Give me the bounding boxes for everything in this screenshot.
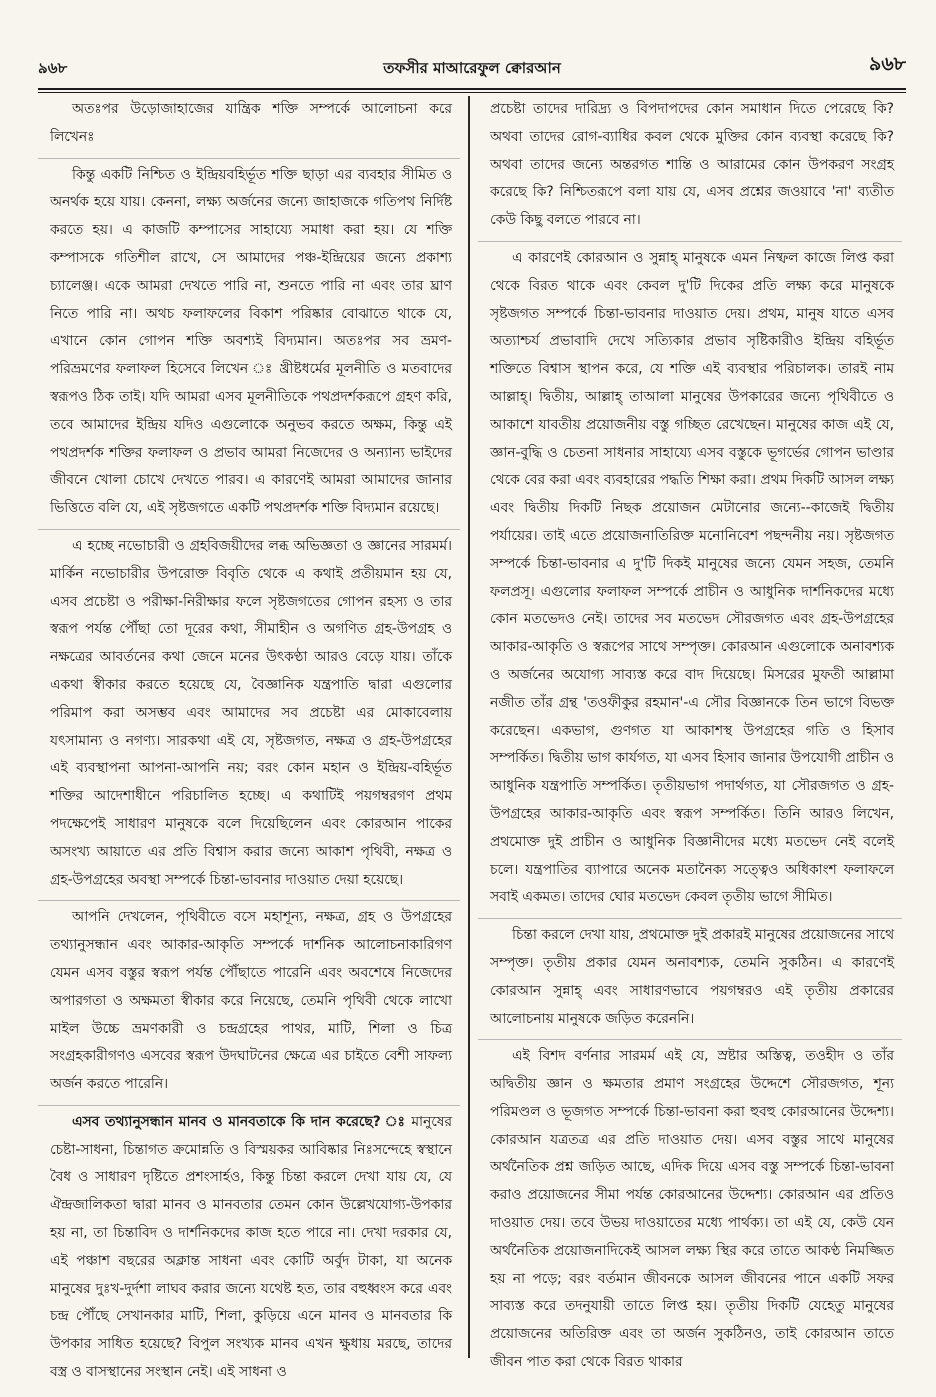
page-number-left: ৯৬৮ bbox=[38, 59, 68, 77]
paragraph bbox=[44, 904, 454, 1109]
paragraph bbox=[484, 245, 896, 922]
paragraph-text: প্রচেষ্টা তাদের দারিদ্র্য ও বিপদাপদের কোন সমাধান দিতে পেরেছে কি? অথবা তাদের রোগ-ব্যাধির কবল থেকে মুক্তির কোন ব্যবস্থা করেছে কি? অথবা তাদের জন্যে অন্তরগত শান্তি ও আরামের কোন উপকরণ সংগ্রহ করেছে কি? নিশ্চিতরূপে বলা যায় যে, এসব প্রশ্নের জওয়াবে 'না' ব্যতীত কেউ কিছু বলতে পারবে না। bbox=[490, 101, 894, 229]
paragraph bbox=[44, 162, 454, 533]
paragraph-text: আপনি দেখলেন, পৃথিবীতে বসে মহাশূন্য, নক্ষত্র, গ্রহ ও উপগ্রহের তথ্যানুসন্ধান এবং আকার-আকৃতি সম্পর্কে দার্শনিক আলোচনাকারিগণ যেমন এসব বস্তুর স্বরূপ পর্যন্ত পৌঁছাতে পারেনি এবং অবশেষে নিজেদের অপারগতা ও অক্ষমতা স্বীকার করে নিয়েছে, তেমনি পৃথিবী থেকে লাখো মাইল উচ্চে ভ্রমণকারী ও চন্দ্রগ্রহের পাথর, মাটি, শিলা ও চিত্র সংগ্রহকারীগণও এসবের স্বরূপ উদঘাটনের ক্ষেত্রে এর চাইতে বেশী সাফল্য অর্জন করতে পারেনি। bbox=[50, 909, 452, 1093]
section-body: মানুষের চেষ্টা-সাধনা, চিন্তাগত ক্রমোন্নতি ও বিস্ময়কর আবিষ্কার নিঃসন্দেহে স্বস্থানে বৈধ ও সাধারণ দৃষ্টিতে প্রশংসার্হও, কিন্তু চিন্তা করলে দেখা যায় যে, যে ঐন্দ্রজালিকতা দ্বারা মানব ও মানবতার তেমন কোন উল্লেখযোগ্য-উপকার হয় না, তা চিন্তাবিদ ও দার্শনিকদের কাজ হতে পারে না। দেখা দরকার যে, এই পঞ্চাশ বছরের অক্লান্ত সাধনা এবং কোটি অর্বুদ টাকা, যা অনেক মানুষের দুঃখ-দুর্দশা লাঘব করার জন্যে যথেষ্ট হত, তার বহুধ্বংস করে এবং চন্দ্র পৌঁছে সেখানকার মাটি, শিলা, কুড়িয়ে এনে মানব ও মানবতার কি উপকার সাধিত হয়েছে? বিপুল সংখ্যক মানব এখন ক্ষুধায় মরছে, তাদের বস্ত্র ও বাসস্থানের সংস্থান নেই। এই সাধনা ও bbox=[50, 1113, 452, 1381]
paragraph bbox=[44, 96, 454, 162]
right-column bbox=[484, 96, 896, 1371]
left-column bbox=[44, 96, 454, 1381]
paragraph bbox=[44, 533, 454, 904]
paragraph bbox=[484, 1043, 896, 1387]
paragraph-text: এই বিশদ বর্ণনার সারমর্ম এই যে, স্রষ্টার অস্তিত্ব, তওহীদ ও তাঁর অদ্বিতীয় জ্ঞান ও ক্ষমতার প্রমাণ সংগ্রহের উদ্দেশে সৌরজগত, শূন্য পরিমণ্ডল ও ভূজগত সম্পর্কে চিন্তা-ভাবনা করা হুবহু কোরআনের উদ্দেশ্য। কোরআন যত্রতত্র এর প্রতি দাওয়াত দেয়। এসব বস্তুর সাথে মানুষের অর্থনৈতিক প্রশ্ন জড়িত আছে, এদিক দিয়ে এসব বস্তু সম্পর্কে চিন্তা-ভাবনা করাও প্রয়োজনের সীমা পর্যন্ত কোরআনের উদ্দেশ্য। কোরআন এর প্রতিও দাওয়াত দেয়। তবে উভয় দাওয়াতের মধ্যে পার্থক্য। তা এই যে, কেউ যেন অর্থনৈতিক প্রয়োজনাদিকেই আসল লক্ষ্য স্থির করে তাতে আকণ্ঠ নিমজ্জিত হয় না পড়ে; বরং বর্তমান জীবনকে আসল জীবনের পানে একটি সফর সাব্যস্ত করে তদনুযায়ী তাতে লিপ্ত হয়। তৃতীয় দিকটি যেহেতু মানুষের প্রয়োজনের অতিরিক্ত এবং তা অর্জন সুকঠিনও, তাই কোরআন তাতে জীবন পাত করা থেকে বিরত থাকার bbox=[490, 1048, 894, 1371]
section-paragraph bbox=[44, 1109, 454, 1397]
paragraph bbox=[484, 922, 896, 1043]
section-heading: এসব তথ্যানুসন্ধান মানব ও মানবতাকে কি দান করেছে? ঃ bbox=[72, 1113, 406, 1130]
page-header bbox=[38, 48, 906, 88]
paragraph-text: অতঃপর উড়োজাহাজের যান্ত্রিক শক্তি সম্পর্কে আলোচনা করে লিখেনঃ bbox=[50, 101, 452, 145]
header-rule bbox=[38, 88, 906, 90]
paragraph-text: এ কারণেই কোরআন ও সুন্নাহ্ মানুষকে এমন নিষ্ফল কাজে লিপ্ত করা থেকে বিরত থাকে এবং কেবল দু'টি দিকের প্রতি লক্ষ্য করে মানুষকে সৃষ্টজগত সম্পর্কে চিন্তা-ভাবনার দাওয়াত দেয়। প্রথম, মানুষ যাতে এসব অত্যাশ্চর্য প্রভাবাদি দেখে সত্যিকার প্রভাব সৃষ্টিকারীও ইন্দ্রিয় বহির্ভূত শক্তিতে বিশ্বাস স্থাপন করে, যে শক্তি এই ব্যবস্থার পরিচালক। তারই নাম আল্লাহ্। দ্বিতীয়, আল্লাহ্ তাআলা মানুষের উপকারের জন্যে পৃথিবীতে ও আকাশে যাবতীয় প্রয়োজনীয় বস্তু গচ্ছিত রেখেছেন। মানুষের কাজ এই যে, জ্ঞান-বুদ্ধি ও চেতনা সাধনার সাহায্যে এসব বস্তুকে ভূগর্ভের গোপন ভাণ্ডার থেকে বের করা এবং ব্যবহারের পদ্ধতি শিক্ষা করা। প্রথম দিকটি আসল লক্ষ্য এবং দ্বিতীয় দিকটি নিছক প্রয়োজন মেটানোর জন্যে--কাজেই দ্বিতীয় পর্যায়ের। তাই এতে প্রয়োজনাতিরিক্ত মনোনিবেশ পছন্দনীয় নয়। সৃষ্টজগত সম্পর্কে চিন্তা-ভাবনার এ দু'টি দিকই মানুষের জন্যে যেমন সহজ, তেমনি ফলপ্রসূ। এগুলোর ফলাফল সম্পর্কে প্রাচীন ও আধুনিক দার্শনিকদের মধ্যে কোন মতভেদও নেই। তাদের সব মতভেদ সৌরজগত এবং গ্রহ-উপগ্রহের আকার-আকৃতি ও স্বরূপের সাথে সম্পৃক্ত। কোরআন এগুলোকে অনাবশ্যক ও অর্জনের অযোগ্য সাব্যস্ত করে বাদ দিয়েছে। মিসরের মুফতী আল্লামা নজীত তাঁর গ্রন্থ 'তওফীকুর রহমান'-এ সৌর বিজ্ঞানকে তিন ভাগে বিভক্ত করেছেন। একভাগ, গুণগত যা আকাশস্থ উপগ্রহের গতি ও হিসাব সম্পর্কিত। দ্বিতীয় ভাগ কার্যগত, যা এসব হিসাব জানার উপযোগী প্রাচীন ও আধুনিক যন্ত্রপাতি সম্পর্কিত। তৃতীয়ভাগ পদার্থগত, যা সৌরজগত ও গ্রহ-উপগ্রহের আকার-আকৃতি এবং স্বরূপ সম্পর্কিত। তিনি আরও লিখেন, প্রথমোক্ত দুই প্রাচীন ও আধুনিক বিজ্ঞানীদের মধ্যে মতভেদ নেই বলেই চলে। যন্ত্রপাতির ব্যাপারে অনেক মতানৈক্য সত্ত্বেও অধিকাংশ ফলাফলে সবাই একমত। তাদের ঘোর মতভেদ কেবল তৃতীয় ভাগে সীমিত। bbox=[490, 249, 894, 906]
page-number-right: ৯৬৮ bbox=[868, 53, 906, 75]
paragraph-text: চিন্তা করলে দেখা যায়, প্রথমোক্ত দুই প্রকারই মানুষের প্রয়োজনের সাথে সম্পৃক্ত। তৃতীয় প্রকার যেমন অনাবশ্যক, তেমনি সুকঠিন। এ কারণেই কোরআন সুন্নাহ্ এবং সাধারণভাবে পয়গম্বরও এই তৃতীয় প্রকারের আলোচনায় মানুষকে জড়িত করেননি। bbox=[490, 927, 894, 1027]
column-divider bbox=[468, 96, 470, 1358]
paragraph-text: কিন্তু একটি নিশ্চিত ও ইন্দ্রিয়বহির্ভূত শক্তি ছাড়া এর ব্যবহার সীমিত ও অনর্থক হয়ে যায়। কেননা, লক্ষ্য অর্জনের জন্যে জাহাজকে গতিপথ নির্দিষ্ট করতে হয়। এ কাজটি কম্পাসের সাহায্যে সমাধা করা হয়। যে শক্তি কম্পাসকে গতিশীল রাখে, সে আমাদের পঞ্চ-ইন্দ্রিয়ের জন্যে প্রকাশ্য চ্যালেঞ্জ। একে আমরা দেখতে পারি না, শুনতে পারি না এবং তার ঘ্রাণ নিতে পারি না। অথচ ফলাফলের বিকাশ পরিষ্কার বোঝাতে থাকে যে, এখানে কোন গোপন শক্তি অবশ্যই বিদ্যমান। অতঃপর সব ভ্রমণ-পরিভ্রমণের ফলাফল হিসেবে লিখেন ঃ খ্রীষ্টধর্মের মূলনীতি ও মতবাদের স্বরূপও ঠিক তাই। যদি আমরা এসব মূলনীতিকে পথপ্রদর্শকরূপে গ্রহণ করি, তবে আমাদের ইন্দ্রিয় যদিও এগুলোকে অনুভব করতে অক্ষম, কিন্তু এই পথপ্রদর্শক শক্তির ফলাফল ও প্রভাব আমরা নিজেদের ও অন্যান্য ভাইদের জীবনে খোলা চোখে দেখতে পারব। এ কারণেই আমরা আমাদের জানার ভিত্তিতে বলি যে, এই সৃষ্টজগতে একটি পথপ্রদর্শক শক্তি বিদ্যমান রয়েছে। bbox=[50, 166, 452, 517]
paragraph bbox=[484, 96, 896, 245]
paragraph-text: এ হচ্ছে নভোচারী ও গ্রহবিজয়ীদের লব্ধ অভিজ্ঞতা ও জ্ঞানের সারমর্ম। মার্কিন নভোচারীর উপরোক্ত বিবৃতি থেকে এ কথাই প্রতীয়মান হয় যে, এসব প্রচেষ্টা ও পরীক্ষা-নিরীক্ষার ফলে সৃষ্টজগতের গোপন রহস্য ও তার স্বরূপ পর্যন্ত পৌঁছা তো দূরের কথা, সীমাহীন ও অগণিত গ্রহ-উপগ্রহ ও নক্ষত্রের আবর্তনের কথা জেনে মনের উৎকণ্ঠা আরও বেড়ে যায়। তাঁকে একথা স্বীকার করতে হয়েছে যে, বৈজ্ঞানিক যন্ত্রপাতি দ্বারা এগুলোর পরিমাপ করা অসম্ভব এবং আমাদের সব প্রচেষ্টা এর মোকাবেলায় যৎসামান্য ও নগণ্য। সারকথা এই যে, সৃষ্টজগত, নক্ষত্র ও গ্রহ-উপগ্রহের এই ব্যবস্থাপনা আপনা-আপনি নয়; বরং কোন মহান ও ইন্দ্রিয়-বহির্ভূত শক্তির আদেশাধীনে পরিচালিত হচ্ছে। এ কথাটিই পয়গম্বরগণ প্রথম পদক্ষেপেই সাধারণ মানুষকে বলে দিয়েছিলেন এবং কোরআন পাকের অসংখ্য আয়াতে এর প্রতি বিশ্বাস করার জন্যে আকাশ পৃথিবী, নক্ষত্র ও গ্রহ-উপগ্রহের অবস্থা সম্পর্কে চিন্তা-ভাবনার দাওয়াত দেয়া হয়েছে। bbox=[50, 537, 452, 888]
section-text bbox=[50, 1109, 452, 1387]
running-title: তফসীর মাআরেফুল ক্বোরআন bbox=[383, 59, 561, 77]
